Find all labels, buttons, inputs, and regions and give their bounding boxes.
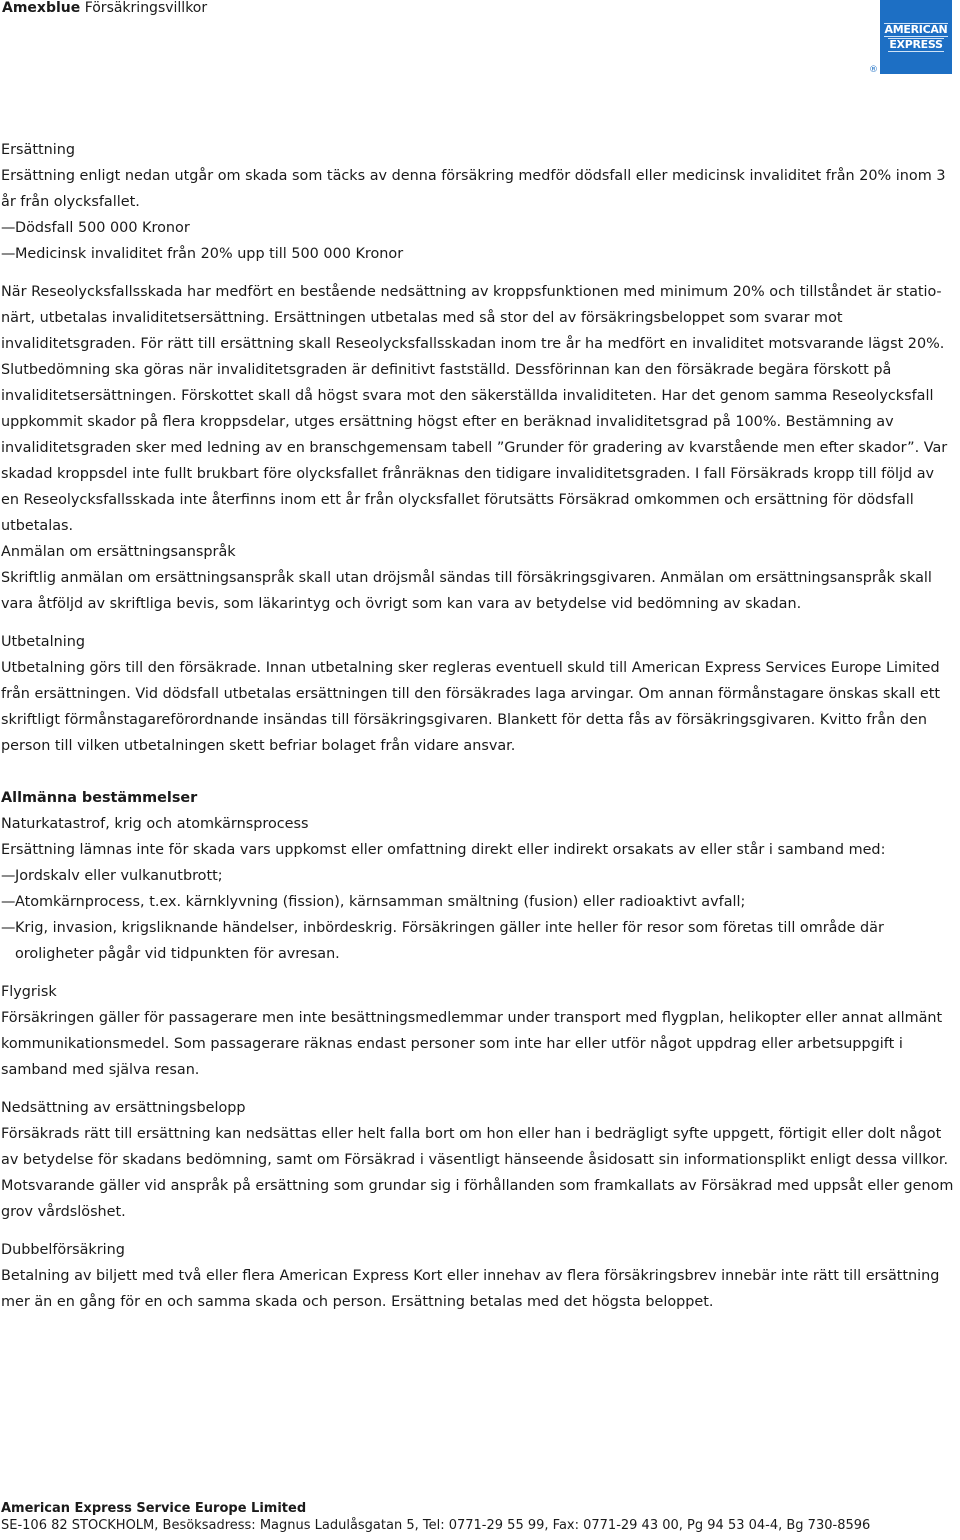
list-item: — Dödsfall 500 000 Kronor: [1, 215, 954, 241]
document-title: Försäkringsvillkor: [84, 0, 208, 16]
page-footer: [1, 1500, 870, 1534]
logo-line-american: AMERICAN: [884, 22, 948, 36]
section-subheading: Naturkatastrof, krig och atomkärnsprocess: [1, 816, 309, 832]
section-dubbelforsakring: [1, 1237, 954, 1315]
section-body: Skriftlig anmälan om ersättningsanspråk skall utan dröjsmål sändas till försäkringsgivaren. Anmälan om ersättningsanspråk skall vara åtföljd av skriftliga bevis, som läkarintyg och övrigt som kan vara av betydelse vid bedömning av skadan.: [1, 570, 932, 612]
list-item: — Medicinsk invaliditet från 20% upp till 500 000 Kronor: [1, 241, 954, 267]
section-body: Försäkrads rätt till ersättning kan nedsättas eller helt falla bort om hon eller han i bedrägligt syfte uppgett, förtigit eller dolt något av betydelse för skadans bedömning, samt om Försäkrad i väsentligt hänseende åsidosatt sin informationsplikt enligt dessa villkor. Motsvarande gäller vid anspråk på ersättning som grundar sig i förhållanden som framkallats av Försäkrad med uppsåt eller genom grov vårdslöshet.: [1, 1126, 954, 1220]
section-flygrisk: [1, 979, 954, 1083]
section-ersattning: [1, 137, 954, 539]
section-heading: Dubbelförsäkring: [1, 1242, 125, 1258]
section-intro: Ersättning lämnas inte för skada vars uppkomst eller omfattning direkt eller indirekt orsakats av eller står i samband med:: [1, 842, 886, 858]
section-anmalan: [1, 539, 954, 617]
section-body: Försäkringen gäller för passagerare men inte besättningsmedlemmar under transport med flygplan, helikopter eller annat allmänt kommunikationsmedel. Som passagerare räknas endast personer som inte har eller utför något uppdrag eller arbetsuppgift i samband med själva resan.: [1, 1010, 943, 1078]
section-heading: Allmänna bestämmelser: [1, 790, 198, 806]
section-heading: Nedsättning av ersättningsbelopp: [1, 1100, 246, 1116]
section-body: Utbetalning görs till den försäkrade. Innan utbetalning sker regleras eventuell skuld till American Express Services Europe Limited från ersättningen. Vid dödsfall utbetalas ersättningen till den försäkrades laga arvingar. Om annan förmånstagare önskas skall ett skriftligt förmånstagareförordnande insändas till försäkringsgivaren. Blankett för detta fås av försäkringsgivaren. Kvitto från den person till vilken utbetalningen skett befriar bolaget från vidare ansvar.: [1, 660, 940, 754]
list-item: — Atomkärnprocess, t.ex. kärnklyvning (fission), kärnsamman smältning (fusion) eller radioaktivt avfall;: [1, 889, 954, 915]
section-utbetalning: [1, 629, 954, 759]
footer-company: American Express Service Europe Limited: [1, 1501, 307, 1516]
section-intro: Ersättning enligt nedan utgår om skada som täcks av denna försäkring medför dödsfall eller medicinsk invaliditet från 20% inom 3 år från olycksfallet.: [1, 168, 946, 210]
logo-line-express: EXPRESS: [889, 37, 943, 51]
section-allmanna-bestammelser: [1, 785, 954, 967]
section-heading: Utbetalning: [1, 634, 85, 650]
list-item: — Krig, invasion, krigsliknande händelser, inbördeskrig. Försäkringen gäller inte heller för resor som företas till område där oroligheter pågår vid tidpunkten för avresan.: [1, 915, 954, 967]
section-body: När Reseolycksfallsskada har medfört en bestående nedsättning av kroppsfunktionen med minimum 20% och tillståndet är stationärt, utbetalas invaliditetsersättning. Ersättningen utbetalas med så stor del av försäkringsbeloppet som svarar mot invaliditetsgraden. För rätt till ersättning skall Reseolycksfallsskadan inom tre år ha medfört en invaliditet motsvarande lägst 20%. Slutbedömning ska göras när invaliditetsgraden är definitivt fastställd. Dessförinnan kan den försäkrade begära förskott på invaliditetsersättningen. Förskottet skall då högst svara mot den säkerställda invaliditeten. Har det genom samma Reseolycksfall uppkommit skador på flera kroppsdelar, utges ersättning högst efter en beräknad invaliditetsgrad på 100%. Bestämning av invaliditetsgraden sker med ledning av en branschgemensam tabell ”Grunder för gradering av kvarstående men efter skador”. Var skadad kroppsdel inte fullt brukbart före olycksfallet frånräknas den tidigare invaliditetsgraden. I fall Försäkrads kropp till följd av en Reseolycksfallsskada inte återfinns inom ett år från olycksfallet förutsätts Försäkrad omkommen och ersättning för dödsfall utbetalas.: [1, 284, 948, 534]
footer-address: SE-106 82 STOCKHOLM, Besöksadress: Magnus Ladulåsgatan 5, Tel: 0771-29 55 99, Fax: 0771-29 43 00, Pg 94 53 04-4, Bg 730-8596: [1, 1518, 871, 1533]
american-express-logo: [880, 0, 952, 74]
section-heading: Anmälan om ersättningsanspråk: [1, 544, 236, 560]
document-header: [2, 0, 207, 17]
section-heading: Flygrisk: [1, 984, 57, 1000]
registered-mark: ®: [869, 65, 878, 75]
section-heading: Ersättning: [1, 142, 75, 158]
brand-name: Amexblue: [2, 0, 81, 16]
section-body: Betalning av biljett med två eller flera American Express Kort eller innehav av flera försäkringsbrev innebär inte rätt till ersättning mer än en gång för en och samma skada och person. Ersättning betalas med det högsta beloppet.: [1, 1268, 940, 1310]
section-nedsattning: [1, 1095, 954, 1225]
list-item: — Jordskalv eller vulkanutbrott;: [1, 863, 954, 889]
